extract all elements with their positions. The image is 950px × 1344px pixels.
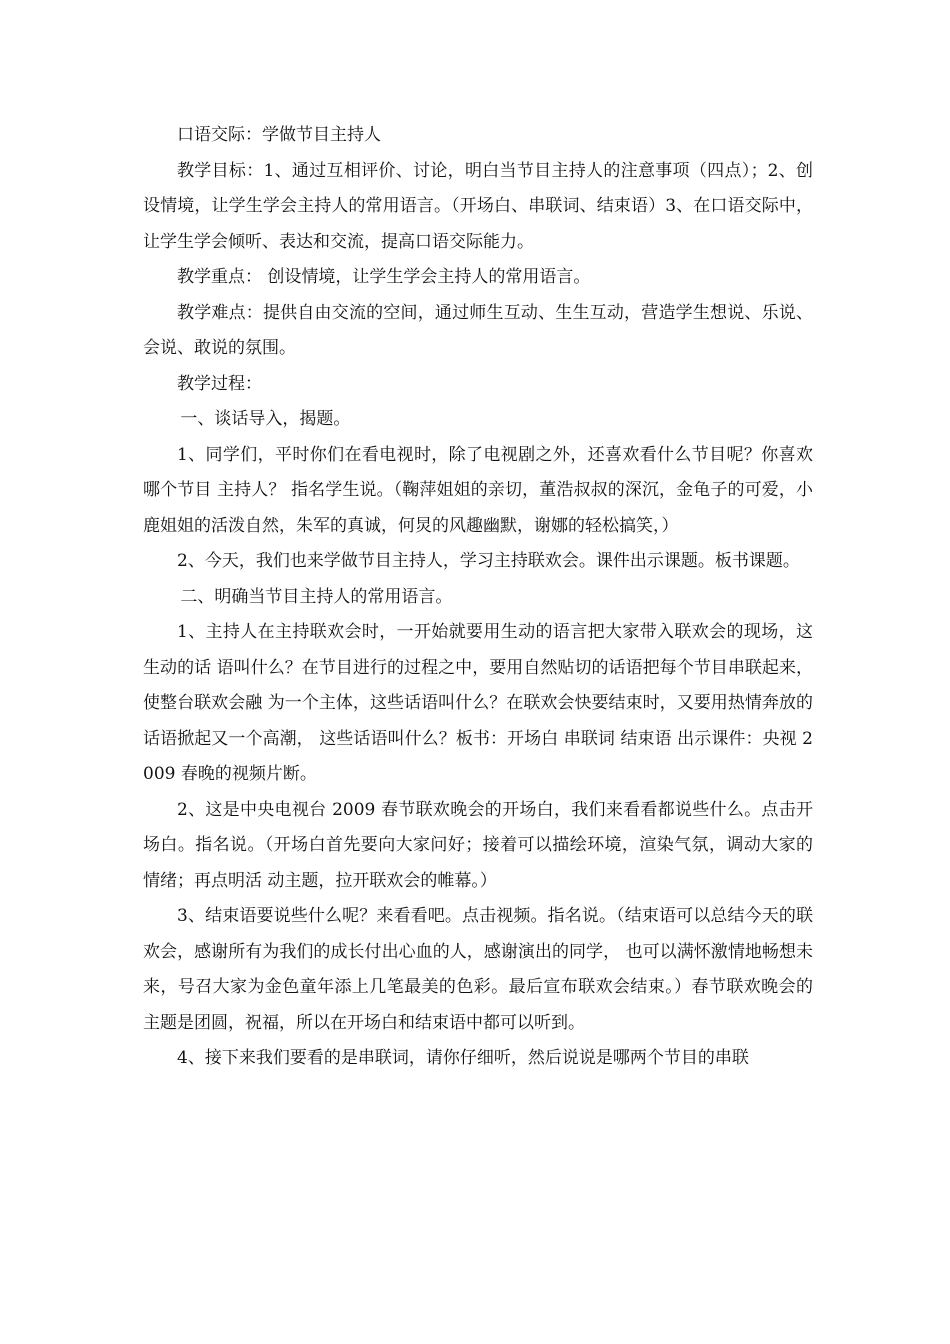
teaching-process-label: 教学过程：	[177, 373, 262, 394]
paragraph: 3、结束语要说些什么呢？来看看吧。点击视频。指名说。（结束语可以总结今天的联欢会，感谢所有为我们的成长付出心血的人，感谢演出的同学， 也可以满怀激情地畅想未来，号召大家为金色童年添上几笔最美的色彩。最后宣布联欢会结束。）春节联欢晚会的主题是团圆，祝福，所以在开场白和结束语中都可以听到。	[143, 906, 813, 1033]
teaching-focus: 教学重点： 创设情境，让学生学会主持人的常用语言。	[177, 267, 591, 287]
section-heading-2: 二、明确当节目主持人的常用语言。	[180, 586, 453, 607]
teaching-difficulty: 教学难点：提供自由交流的空间，通过师生互动、生生互动，营造学生想说、乐说、会说、敢说的氛围。	[143, 302, 813, 358]
lesson-title: 口语交际：学做节目主持人	[177, 125, 381, 145]
paragraph: 4、接下来我们要看的是串联词，请你仔细听，然后说说是哪两个节目的串联	[177, 1048, 749, 1068]
section-heading-1: 一、谈话导入，揭题。	[180, 409, 351, 429]
paragraph: 1、主持人在主持联欢会时，一开始就要用生动的语言把大家带入联欢会的现场，这生动的话 语叫什么？在节目进行的过程之中，要用自然贴切的话语把每个节目串联起来，使整台联欢会融 为一个主体，这些话语叫什么？在联欢会快要结束时，又要用热情奔放的话语掀起又一个高潮， 这些话语叫什么？板书：开场白 串联词 结束语 出示课件：央视 2009 春晚的视频片断。	[143, 622, 813, 784]
teaching-objectives: 教学目标：1、通过互相评价、讨论，明白当节目主持人的注意事项（四点）；2、创设情境，让学生学会主持人的常用语言。（开场白、串联词、结束语）3、在口语交际中，让学生学会倾听、表达和交流，提高口语交际能力。	[143, 160, 813, 252]
document-body	[143, 118, 813, 1077]
paragraph: 1、同学们，平时你们在看电视时，除了电视剧之外，还喜欢看什么节目呢？你喜欢哪个节目 主持人？ 指名学生说。（鞠萍姐姐的亲切，董浩叔叔的深沉，金龟子的可爱，小鹿姐姐的活泼自然，朱军的真诚，何炅的风趣幽默，谢娜的轻松搞笑，）	[143, 444, 813, 536]
paragraph: 2、这是中央电视台 2009 春节联欢晚会的开场白，我们来看看都说些什么。点击开场白。指名说。（开场白首先要向大家问好；接着可以描绘环境，渲染气氛，调动大家的情绪；再点明活 动主题，拉开联欢会的帷幕。）	[143, 799, 813, 891]
paragraph: 2、今天，我们也来学做节目主持人，学习主持联欢会。课件出示课题。板书课题。	[177, 551, 800, 571]
